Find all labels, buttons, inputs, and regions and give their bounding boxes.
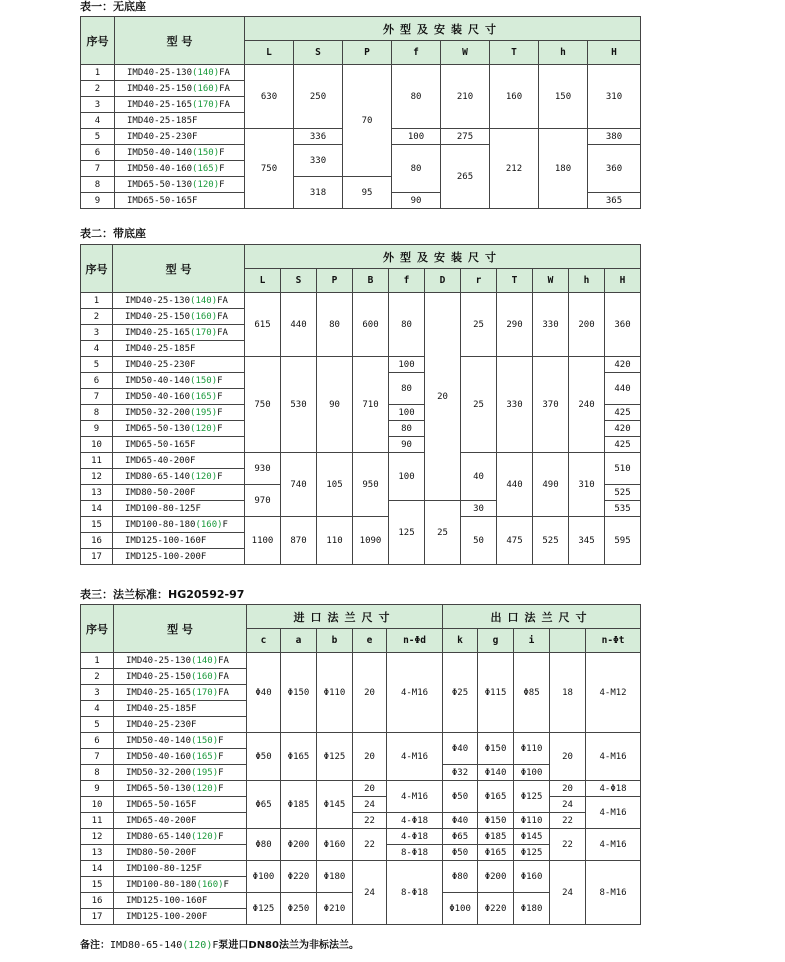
cell: 4-M16	[586, 733, 641, 781]
cell: 4-Φ18	[586, 781, 641, 797]
model-cell: IMD100-80-125F	[113, 501, 245, 517]
cell: 420	[605, 357, 641, 373]
cell: Φ150	[478, 733, 514, 765]
cell: 4-M16	[387, 733, 443, 781]
row-no: 11	[81, 813, 114, 829]
cell: 20	[550, 781, 586, 797]
col-S: S	[294, 41, 343, 65]
table-row	[81, 733, 641, 749]
model-cell: IMD50-32-200(195)F	[114, 765, 247, 781]
header-no: 序号	[81, 605, 114, 653]
cell: 930	[245, 453, 281, 485]
cell: 70	[343, 65, 392, 177]
cell: Φ200	[478, 861, 514, 893]
model-cell: IMD65-50-165F	[113, 437, 245, 453]
cell: 490	[533, 453, 569, 517]
cell: 265	[441, 145, 490, 209]
cell: 310	[569, 453, 605, 517]
cell: 210	[441, 65, 490, 129]
cell: Φ145	[317, 781, 353, 829]
note-model-alt: (120)	[182, 940, 213, 951]
model-cell: IMD50-40-160(165)F	[114, 749, 247, 765]
cell: Φ32	[443, 765, 478, 781]
cell: 80	[389, 293, 425, 357]
cell: 510	[605, 453, 641, 485]
row-no: 6	[81, 373, 113, 389]
cell: 240	[569, 357, 605, 453]
model-cell: IMD40-25-185F	[114, 701, 247, 717]
row-no: 17	[81, 909, 114, 925]
cell: 20	[353, 733, 387, 781]
row-no: 11	[81, 453, 113, 469]
cell: 100	[389, 357, 425, 373]
cell: 4-M16	[586, 797, 641, 829]
model-cell: IMD100-80-180(160)F	[113, 517, 245, 533]
row-no: 5	[81, 717, 114, 733]
table-row	[81, 65, 641, 81]
cell: 80	[392, 145, 441, 193]
row-no: 1	[81, 653, 114, 669]
col-f: f	[389, 269, 425, 293]
col-L: L	[245, 41, 294, 65]
row-no: 4	[81, 341, 113, 357]
row-no: 8	[81, 405, 113, 421]
note-model-suffix: F	[212, 940, 219, 951]
row-no: 13	[81, 485, 113, 501]
model-cell: IMD80-65-140(120)F	[113, 469, 245, 485]
col-b: b	[317, 629, 353, 653]
cell: Φ180	[317, 861, 353, 893]
cell: Φ125	[514, 845, 550, 861]
col-f: f	[392, 41, 441, 65]
row-no: 12	[81, 829, 114, 845]
model-cell: IMD100-80-180(160)F	[114, 877, 247, 893]
cell: 105	[317, 453, 353, 517]
cell: 125	[389, 501, 425, 565]
row-no: 16	[81, 533, 113, 549]
model-cell: IMD65-50-130(120)F	[113, 421, 245, 437]
cell: 212	[490, 129, 539, 209]
table-row	[81, 781, 641, 797]
cell: 22	[353, 813, 387, 829]
cell: 8-M16	[586, 861, 641, 925]
cell: Φ80	[247, 829, 281, 861]
table-row	[81, 293, 641, 309]
row-no: 14	[81, 501, 113, 517]
cell: Φ110	[317, 653, 353, 733]
table-row	[81, 357, 641, 373]
cell: 870	[281, 517, 317, 565]
col-a: a	[281, 629, 317, 653]
cell: 345	[569, 517, 605, 565]
cell: 525	[533, 517, 569, 565]
row-no: 9	[81, 421, 113, 437]
cell: Φ50	[247, 733, 281, 781]
cell: 4-M12	[586, 653, 641, 733]
model-cell: IMD40-25-130(140)FA	[114, 653, 247, 669]
row-no: 14	[81, 861, 114, 877]
cell: Φ145	[514, 829, 550, 845]
row-no: 3	[81, 97, 115, 113]
cell: 4-Φ18	[387, 829, 443, 845]
row-no: 12	[81, 469, 113, 485]
row-no: 15	[81, 877, 114, 893]
cell: 425	[605, 437, 641, 453]
model-cell: IMD40-25-165(170)FA	[115, 97, 245, 113]
col-T: T	[490, 41, 539, 65]
row-no: 8	[81, 765, 114, 781]
col-H: H	[588, 41, 641, 65]
cell: 475	[497, 517, 533, 565]
cell: 4-M16	[387, 653, 443, 733]
model-cell: IMD80-50-200F	[113, 485, 245, 501]
model-cell: IMD40-25-150(160)FA	[114, 669, 247, 685]
col-W: W	[441, 41, 490, 65]
row-no: 17	[81, 549, 113, 565]
model-cell: IMD65-40-200F	[113, 453, 245, 469]
header-no: 序号	[81, 17, 115, 65]
col-k: k	[443, 629, 478, 653]
col-S: S	[281, 269, 317, 293]
header-no: 序号	[81, 245, 113, 293]
cell: 150	[539, 65, 588, 129]
cell: 535	[605, 501, 641, 517]
cell: 750	[245, 357, 281, 453]
cell: 740	[281, 453, 317, 517]
table2-caption: 表二：带底座	[80, 227, 146, 240]
cell: Φ125	[514, 781, 550, 813]
note-prefix: 备注：	[80, 940, 110, 951]
model-cell: IMD40-25-185F	[115, 113, 245, 129]
col-B: B	[353, 269, 389, 293]
table1-no-base	[80, 16, 641, 209]
col-thickness	[550, 629, 586, 653]
cell: 100	[392, 129, 441, 145]
cell: 440	[497, 453, 533, 517]
col-g: g	[478, 629, 514, 653]
cell: Φ165	[478, 845, 514, 861]
cell: 600	[353, 293, 389, 357]
cell: 80	[317, 293, 353, 357]
cell: 275	[441, 129, 490, 145]
cell: 50	[461, 517, 497, 565]
header-model: 型 号	[113, 245, 245, 293]
cell: 970	[245, 485, 281, 517]
row-no: 3	[81, 325, 113, 341]
cell: 4-Φ18	[387, 813, 443, 829]
model-cell: IMD125-100-160F	[113, 533, 245, 549]
table-row	[81, 861, 641, 877]
model-cell: IMD40-25-130(140)FA	[115, 65, 245, 81]
cell: Φ40	[443, 813, 478, 829]
cell: 360	[605, 293, 641, 357]
row-no: 10	[81, 437, 113, 453]
cell: Φ165	[478, 781, 514, 813]
cell: 1090	[353, 517, 389, 565]
row-no: 6	[81, 145, 115, 161]
cell: 950	[353, 453, 389, 517]
cell: Φ165	[281, 733, 317, 781]
cell: Φ50	[443, 845, 478, 861]
col-P: P	[317, 269, 353, 293]
cell: 310	[588, 65, 641, 129]
cell: 25	[425, 501, 461, 565]
cell: 250	[294, 65, 343, 129]
model-cell: IMD40-25-230F	[113, 357, 245, 373]
cell: 90	[389, 437, 425, 453]
cell: Φ150	[478, 813, 514, 829]
cell: Φ85	[514, 653, 550, 733]
cell: Φ185	[478, 829, 514, 845]
col-L: L	[245, 269, 281, 293]
col-n-t: n-Φt	[586, 629, 641, 653]
model-cell: IMD65-50-130(120)F	[114, 781, 247, 797]
model-cell: IMD40-25-150(160)FA	[113, 309, 245, 325]
cell: 750	[245, 129, 294, 209]
table3-caption: 表三：法兰标准：HG20592-97	[80, 588, 245, 601]
col-e: e	[353, 629, 387, 653]
cell: 440	[605, 373, 641, 405]
cell: 24	[550, 797, 586, 813]
cell: Φ160	[514, 861, 550, 893]
cell: 30	[461, 501, 497, 517]
col-T: T	[497, 269, 533, 293]
cell: 530	[281, 357, 317, 453]
row-no: 4	[81, 701, 114, 717]
model-cell: IMD50-40-140(150)F	[113, 373, 245, 389]
cell: 22	[550, 813, 586, 829]
cell: Φ65	[247, 781, 281, 829]
row-no: 5	[81, 357, 113, 373]
row-no: 1	[81, 65, 115, 81]
table-row	[81, 653, 641, 669]
header-inlet-flange: 进口法兰尺寸	[247, 605, 443, 629]
cell: 200	[569, 293, 605, 357]
model-cell: IMD65-50-165F	[114, 797, 247, 813]
cell: 180	[539, 129, 588, 209]
cell: Φ50	[443, 781, 478, 813]
cell: Φ180	[514, 893, 550, 925]
footnote	[80, 939, 359, 953]
cell: 330	[533, 293, 569, 357]
cell: 420	[605, 421, 641, 437]
row-no: 8	[81, 177, 115, 193]
table-row	[81, 829, 641, 845]
cell: 25	[461, 293, 497, 357]
row-no: 4	[81, 113, 115, 129]
cell: 110	[317, 517, 353, 565]
cell: Φ115	[478, 653, 514, 733]
header-dimensions: 外型及安装尺寸	[245, 17, 641, 41]
cell: 40	[461, 453, 497, 501]
model-cell: IMD80-50-200F	[114, 845, 247, 861]
cell: 24	[550, 861, 586, 925]
col-W: W	[533, 269, 569, 293]
cell: 100	[389, 405, 425, 421]
cell: 18	[550, 653, 586, 733]
cell: Φ100	[443, 893, 478, 925]
row-no: 2	[81, 669, 114, 685]
cell: Φ100	[247, 861, 281, 893]
cell: Φ65	[443, 829, 478, 845]
model-cell: IMD100-80-125F	[114, 861, 247, 877]
header-outlet-flange: 出口法兰尺寸	[443, 605, 641, 629]
cell: Φ80	[443, 861, 478, 893]
row-no: 15	[81, 517, 113, 533]
cell: 710	[353, 357, 389, 453]
cell: 95	[343, 177, 392, 209]
model-cell: IMD40-25-185F	[113, 341, 245, 357]
cell: 160	[490, 65, 539, 129]
cell: 330	[294, 145, 343, 177]
row-no: 9	[81, 781, 114, 797]
cell: 380	[588, 129, 641, 145]
header-dimensions: 外型及安装尺寸	[245, 245, 641, 269]
cell: 4-M16	[586, 829, 641, 861]
cell: Φ150	[281, 653, 317, 733]
col-r: r	[461, 269, 497, 293]
cell: 440	[281, 293, 317, 357]
cell: 80	[389, 373, 425, 405]
cell: 80	[389, 421, 425, 437]
cell: Φ220	[281, 861, 317, 893]
header-model: 型 号	[115, 17, 245, 65]
note-model: IMD80-65-140	[110, 940, 183, 951]
cell: Φ140	[478, 765, 514, 781]
cell: 20	[353, 653, 387, 733]
cell: 8-Φ18	[387, 845, 443, 861]
col-h: h	[539, 41, 588, 65]
cell: 360	[588, 145, 641, 193]
cell: 90	[392, 193, 441, 209]
row-no: 5	[81, 129, 115, 145]
row-no: 1	[81, 293, 113, 309]
col-P: P	[343, 41, 392, 65]
cell: Φ160	[317, 829, 353, 861]
note-text: 泵进口DN80法兰为非标法兰。	[218, 940, 359, 951]
cell: Φ220	[478, 893, 514, 925]
row-no: 3	[81, 685, 114, 701]
header-model: 型 号	[114, 605, 247, 653]
col-i: i	[514, 629, 550, 653]
cell: 330	[497, 357, 533, 453]
table-row	[81, 517, 641, 533]
model-cell: IMD80-65-140(120)F	[114, 829, 247, 845]
cell: 25	[461, 357, 497, 453]
row-no: 2	[81, 309, 113, 325]
table3-flange	[80, 604, 641, 925]
model-cell: IMD40-25-165(170)FA	[114, 685, 247, 701]
col-D: D	[425, 269, 461, 293]
cell: Φ200	[281, 829, 317, 861]
cell: 20	[550, 733, 586, 781]
cell: 100	[389, 453, 425, 501]
cell: 630	[245, 65, 294, 129]
model-cell: IMD50-40-140(150)F	[114, 733, 247, 749]
model-cell: IMD50-32-200(195)F	[113, 405, 245, 421]
model-cell: IMD40-25-130(140)FA	[113, 293, 245, 309]
cell: 525	[605, 485, 641, 501]
col-c: c	[247, 629, 281, 653]
cell: 22	[550, 829, 586, 861]
model-cell: IMD65-50-130(120)F	[115, 177, 245, 193]
row-no: 7	[81, 749, 114, 765]
cell: Φ40	[443, 733, 478, 765]
cell: 4-M16	[387, 781, 443, 813]
model-cell: IMD40-25-150(160)FA	[115, 81, 245, 97]
cell: 290	[497, 293, 533, 357]
cell: 24	[353, 861, 387, 925]
model-cell: IMD65-50-165F	[115, 193, 245, 209]
cell: 615	[245, 293, 281, 357]
cell: Φ110	[514, 813, 550, 829]
row-no: 9	[81, 193, 115, 209]
cell: 425	[605, 405, 641, 421]
row-no: 2	[81, 81, 115, 97]
model-cell: IMD125-100-200F	[114, 909, 247, 925]
cell: 336	[294, 129, 343, 145]
model-cell: IMD40-25-230F	[115, 129, 245, 145]
table-row	[81, 453, 641, 469]
table1-caption: 表一：无底座	[80, 0, 146, 13]
row-no: 7	[81, 389, 113, 405]
model-cell: IMD50-40-160(165)F	[115, 161, 245, 177]
cell: 365	[588, 193, 641, 209]
model-cell: IMD40-25-230F	[114, 717, 247, 733]
cell: 20	[425, 293, 461, 501]
table-row	[81, 797, 641, 813]
cell: 90	[317, 357, 353, 453]
cell: Φ210	[317, 893, 353, 925]
cell: 1100	[245, 517, 281, 565]
cell: Φ25	[443, 653, 478, 733]
col-n-d: n-Φd	[387, 629, 443, 653]
col-h: h	[569, 269, 605, 293]
cell: 318	[294, 177, 343, 209]
cell: 595	[605, 517, 641, 565]
cell: Φ110	[514, 733, 550, 765]
cell: Φ125	[317, 733, 353, 781]
model-cell: IMD65-40-200F	[114, 813, 247, 829]
cell: 20	[353, 781, 387, 797]
col-H: H	[605, 269, 641, 293]
row-no: 13	[81, 845, 114, 861]
table2-with-base	[80, 244, 641, 565]
table-row	[81, 813, 641, 829]
cell: Φ185	[281, 781, 317, 829]
cell: 80	[392, 65, 441, 129]
model-cell: IMD50-40-160(165)F	[113, 389, 245, 405]
model-cell: IMD125-100-200F	[113, 549, 245, 565]
cell: Φ100	[514, 765, 550, 781]
row-no: 6	[81, 733, 114, 749]
row-no: 7	[81, 161, 115, 177]
row-no: 16	[81, 893, 114, 909]
cell: 370	[533, 357, 569, 453]
model-cell: IMD40-25-165(170)FA	[113, 325, 245, 341]
cell: Φ125	[247, 893, 281, 925]
cell: 8-Φ18	[387, 861, 443, 925]
row-no: 10	[81, 797, 114, 813]
cell: 22	[353, 829, 387, 861]
model-cell: IMD50-40-140(150)F	[115, 145, 245, 161]
cell: Φ250	[281, 893, 317, 925]
cell: 24	[353, 797, 387, 813]
cell: Φ40	[247, 653, 281, 733]
model-cell: IMD125-100-160F	[114, 893, 247, 909]
